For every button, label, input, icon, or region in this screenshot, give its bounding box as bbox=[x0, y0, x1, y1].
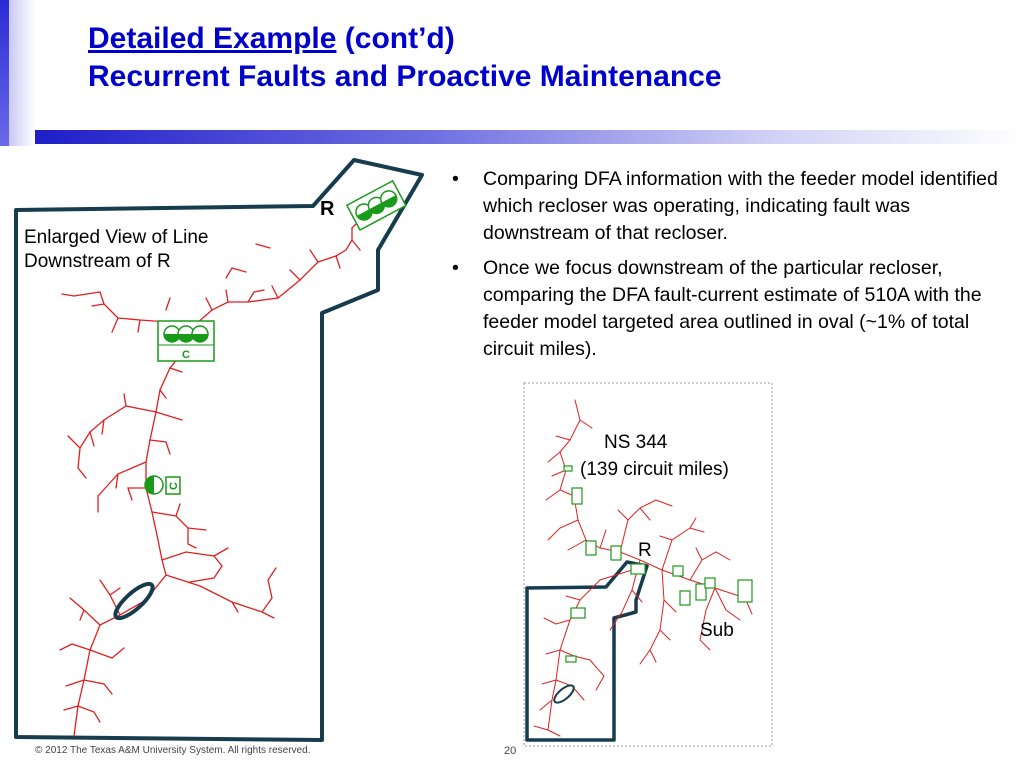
feeder-name-label: NS 344 bbox=[604, 432, 668, 453]
title-line-2: Recurrent Faults and Proactive Maintenance bbox=[88, 60, 722, 93]
title-suffix: (cont’d) bbox=[336, 22, 455, 55]
overview-device bbox=[680, 591, 690, 605]
overview-device bbox=[564, 466, 572, 471]
recloser-device bbox=[347, 181, 406, 230]
overview-device bbox=[673, 566, 683, 576]
overview-device bbox=[705, 578, 715, 588]
overview-device bbox=[572, 488, 582, 504]
title-underlined: Detailed Example bbox=[88, 22, 337, 55]
single-capacitor-device bbox=[145, 476, 180, 494]
single-capacitor-letter: C bbox=[168, 482, 180, 490]
fault-area-oval bbox=[111, 579, 157, 623]
overview-device bbox=[571, 608, 585, 618]
capacitor-bank-letter: C bbox=[182, 349, 190, 361]
overview-device bbox=[611, 546, 621, 560]
recloser-label: R bbox=[320, 198, 335, 220]
enlarged-caption-line-2: Downstream of R bbox=[24, 251, 171, 272]
circuit-miles-label: (139 circuit miles) bbox=[580, 459, 729, 480]
bullet-item: • Once we focus downstream of the particular recloser, comparing the DFA fault-current estimate of 510A with the feeder model targeted area outlined in oval (~1% of total circuit miles). bbox=[448, 255, 1008, 363]
overview-device bbox=[566, 656, 576, 662]
bullet-list bbox=[448, 166, 1008, 371]
bullet-item: • Comparing DFA information with the feeder model identified which recloser was operating, indicating fault was downstream of that recloser. bbox=[448, 166, 1008, 247]
overview-device bbox=[631, 564, 645, 574]
copyright-footer: © 2012 The Texas A&M University System. All rights reserved. bbox=[35, 745, 311, 756]
overview-device bbox=[738, 580, 752, 602]
substation-label: Sub bbox=[700, 620, 734, 641]
page-number: 20 bbox=[504, 745, 517, 757]
overview-recloser-label: R bbox=[638, 540, 652, 561]
capacitor-bank-device bbox=[158, 321, 214, 361]
enlarged-caption-line-1: Enlarged View of Line bbox=[24, 227, 209, 248]
enlarged-view-caption bbox=[24, 226, 209, 274]
overview-device bbox=[586, 541, 596, 555]
